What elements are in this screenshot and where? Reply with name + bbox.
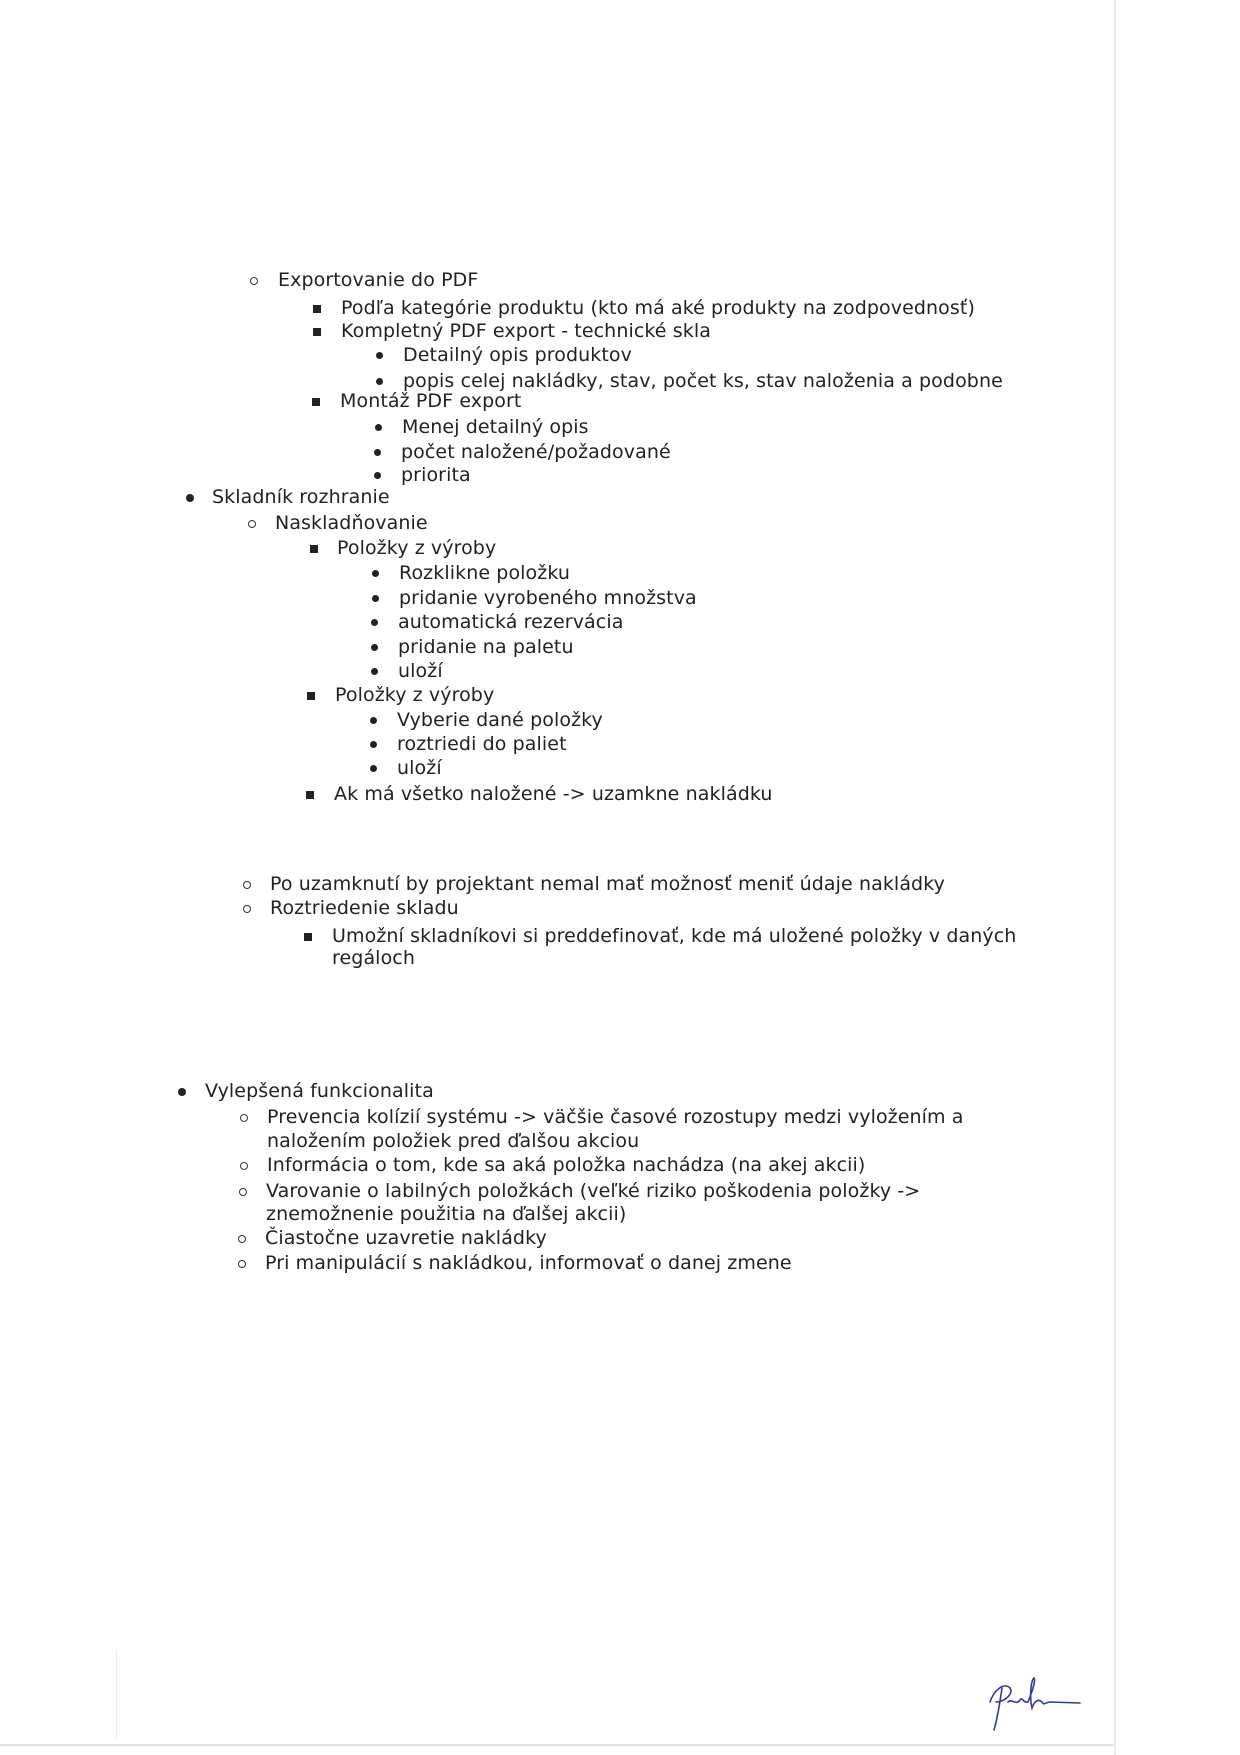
ring-bullet-icon: [240, 1114, 248, 1122]
dot-bullet-icon: [376, 378, 383, 385]
square-bullet-icon: [304, 933, 312, 941]
ring-bullet-icon: [240, 1162, 248, 1170]
outline-item-text: počet naložené/požadované: [401, 441, 671, 463]
outline-item: [332, 924, 1016, 948]
ring-bullet-icon: [243, 905, 251, 913]
outline-item-text: Položky z výroby: [337, 537, 497, 559]
outline-item: [267, 1129, 639, 1153]
outline-item: [341, 296, 975, 320]
dot-bullet-icon: [371, 668, 378, 675]
outline-item-text: Pri manipulácií s nakládkou, informovať o danej zmene: [265, 1252, 792, 1274]
outline-item: [401, 440, 671, 464]
outline-item-text: pridanie na paletu: [398, 636, 574, 658]
dot-bullet-icon: [372, 595, 379, 602]
outline-item-text: roztriedi do paliet: [397, 733, 567, 755]
outline-item-text: Montáž PDF export: [340, 390, 522, 412]
handwritten-signature: [980, 1672, 1100, 1732]
outline-item-text: naložením položiek pred ďalšou akciou: [267, 1130, 640, 1152]
outline-item-text: regáloch: [332, 947, 415, 969]
dot-bullet-icon: [370, 741, 377, 748]
ring-bullet-icon: [250, 277, 258, 285]
outline-item-text: Rozklikne položku: [399, 562, 571, 584]
dot-bullet-icon: [186, 494, 194, 502]
outline-item-text: Exportovanie do PDF: [278, 269, 479, 291]
outline-item-text: pridanie vyrobeného množstva: [399, 587, 697, 609]
outline-item-text: popis celej nakládky, stav, počet ks, stav naloženia a podobne: [403, 370, 1003, 392]
outline-item-text: Čiastočne uzavretie nakládky: [265, 1227, 547, 1249]
outline-item: [205, 1079, 434, 1103]
square-bullet-icon: [313, 328, 321, 336]
dot-bullet-icon: [370, 717, 377, 724]
ring-bullet-icon: [238, 1260, 246, 1268]
scan-artifact-line: [116, 1650, 117, 1740]
outline-item: [398, 610, 623, 634]
outline-item: [397, 732, 567, 756]
outline-item: [266, 1179, 920, 1203]
outline-item-text: Ak má všetko naložené -> uzamkne nakládku: [334, 783, 773, 805]
outline-item-text: znemožnenie použitia na ďalšej akcii): [266, 1203, 627, 1225]
dot-bullet-icon: [376, 352, 383, 359]
ring-bullet-icon: [243, 881, 251, 889]
outline-item: [270, 896, 459, 920]
outline-item-text: automatická rezervácia: [398, 611, 624, 633]
outline-item-text: priorita: [401, 464, 471, 486]
scan-page-edge-bottom: [0, 1744, 1114, 1746]
dot-bullet-icon: [374, 472, 381, 479]
outline-item: [397, 708, 603, 732]
outline-item: [278, 268, 478, 292]
outline-item-text: uloží: [397, 757, 442, 779]
outline-item: [341, 319, 711, 343]
outline-item-text: Roztriedenie skladu: [270, 897, 459, 919]
outline-item: [335, 683, 494, 707]
outline-item-text: Kompletný PDF export - technické skla: [341, 320, 711, 342]
outline-item: [403, 343, 632, 367]
square-bullet-icon: [310, 545, 318, 553]
dot-bullet-icon: [371, 644, 378, 651]
outline-item: [398, 659, 443, 683]
outline-item-text: Vylepšená funkcionalita: [205, 1080, 434, 1102]
outline-item: [340, 389, 521, 413]
dot-bullet-icon: [375, 424, 382, 431]
outline-item-text: Vyberie dané položky: [397, 709, 603, 731]
dot-bullet-icon: [371, 619, 378, 626]
square-bullet-icon: [307, 692, 315, 700]
outline-item: [398, 635, 574, 659]
outline-item: [275, 511, 428, 535]
square-bullet-icon: [306, 791, 314, 799]
outline-item: [401, 463, 471, 487]
dot-bullet-icon: [374, 449, 381, 456]
square-bullet-icon: [312, 398, 320, 406]
outline-item-text: Naskladňovanie: [275, 512, 428, 534]
outline-item: [270, 872, 945, 896]
outline-item-text: Informácia o tom, kde sa aká položka nachádza (na akej akcii): [267, 1154, 866, 1176]
outline-item: [265, 1251, 792, 1275]
outline-item: [402, 415, 589, 439]
outline-item: [212, 485, 390, 509]
outline-item: [399, 561, 570, 585]
outline-item: [332, 946, 415, 970]
ring-bullet-icon: [238, 1235, 246, 1243]
outline-item: [267, 1105, 964, 1129]
outline-item-text: Podľa kategórie produktu (kto má aké produkty na zodpovednosť): [341, 297, 975, 319]
outline-item-text: Varovanie o labilných položkách (veľké riziko poškodenia položky ->: [266, 1180, 921, 1202]
outline-item-text: Umožní skladníkovi si preddefinovať, kde má uložené položky v daných: [332, 925, 1017, 947]
outline-item-text: Skladník rozhranie: [212, 486, 390, 508]
outline-item-text: Po uzamknutí by projektant nemal mať možnosť meniť údaje nakládky: [270, 873, 945, 895]
outline-item: [267, 1153, 865, 1177]
dot-bullet-icon: [370, 765, 377, 772]
ring-bullet-icon: [248, 520, 256, 528]
scan-page-edge-right: [1114, 0, 1116, 1755]
outline-item: [266, 1202, 626, 1226]
outline-item-text: Položky z výroby: [335, 684, 495, 706]
outline-item-text: uloží: [398, 660, 443, 682]
outline-item: [334, 782, 773, 806]
square-bullet-icon: [313, 305, 321, 313]
outline-item: [397, 756, 442, 780]
outline-item-text: Prevencia kolízií systému -> väčšie časové rozostupy medzi vyložením a: [267, 1106, 964, 1128]
outline-item: [399, 586, 697, 610]
outline-item: [265, 1226, 547, 1250]
outline-item: [337, 536, 496, 560]
dot-bullet-icon: [178, 1088, 186, 1096]
outline-item-text: Detailný opis produktov: [403, 344, 633, 366]
outline-item-text: Menej detailný opis: [402, 416, 589, 438]
dot-bullet-icon: [372, 570, 379, 577]
ring-bullet-icon: [239, 1188, 247, 1196]
